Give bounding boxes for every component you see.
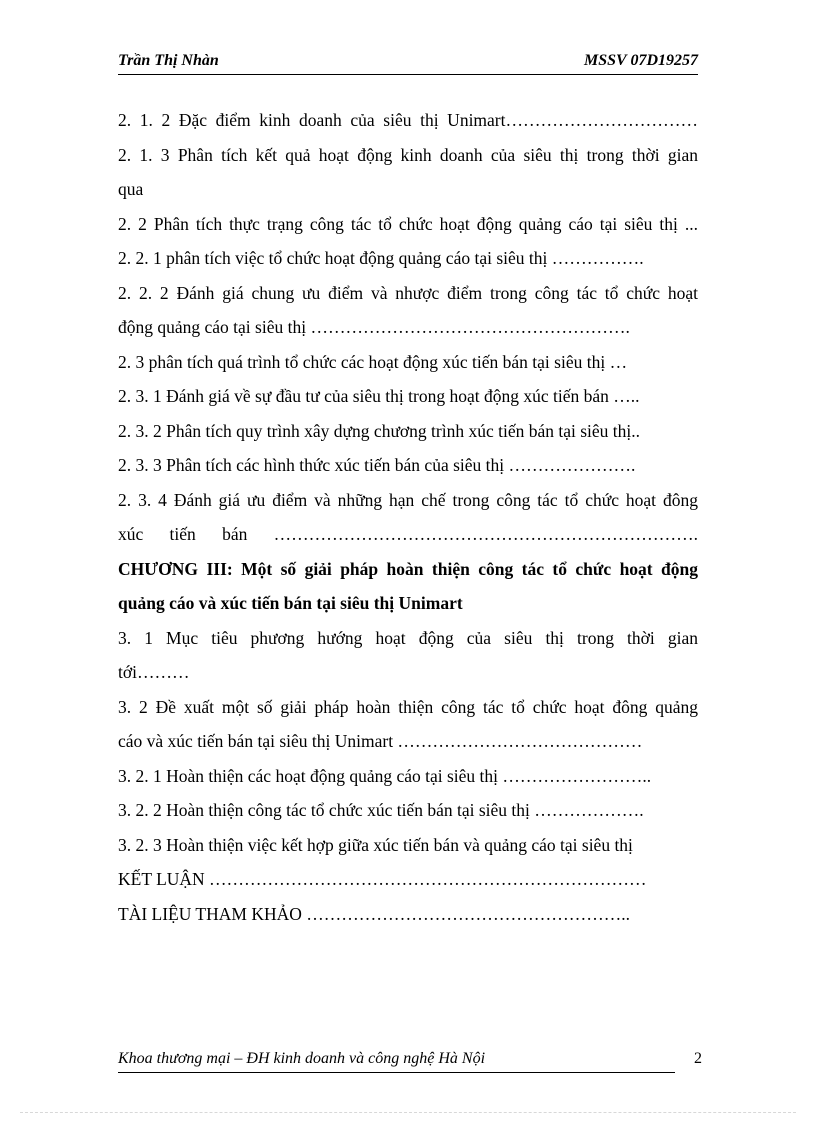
toc-line: 2. 3 phân tích quá trình tổ chức các hoạt động xúc tiến bán tại siêu thị … (118, 351, 628, 372)
toc-line: 2. 2. 2 Đánh giá chung ưu điểm và nhược điểm trong công tác tổ chức hoạt (118, 282, 698, 303)
toc-line: 2. 2. 1 phân tích việc tổ chức hoạt động quảng cáo tại siêu thị ……………. (118, 248, 644, 268)
toc-line: 2. 3. 1 Đánh giá về sự đầu tư của siêu thị trong hoạt động xúc tiến bán ….. (118, 386, 640, 406)
page-number: 2 (694, 1050, 702, 1067)
page-boundary (20, 1112, 796, 1113)
toc-line: tới……… (118, 662, 190, 682)
table-of-contents (118, 103, 698, 931)
toc-line: động quảng cáo tại siêu thị ………………………………………………. (118, 317, 630, 337)
header-student-id: MSSV 07D19257 (584, 52, 698, 69)
header-author: Trần Thị Nhàn (118, 52, 219, 69)
page-header (118, 52, 698, 75)
page-footer (118, 1050, 675, 1073)
toc-line: 3. 2. 3 Hoàn thiện việc kết hợp giữa xúc tiến bán và quảng cáo tại siêu thị (118, 834, 633, 855)
toc-line: xúc tiến bán ………………………………………………………………. (118, 524, 698, 544)
toc-line: 2. 1. 3 Phân tích kết quả hoạt động kinh doanh của siêu thị trong thời gian (118, 144, 698, 165)
chapter-heading: CHƯƠNG III: Một số giải pháp hoàn thiện công tác tổ chức hoạt động (118, 558, 698, 579)
toc-line: 2. 3. 4 Đánh giá ưu điểm và những hạn chế trong công tác tổ chức hoạt đông (118, 489, 698, 510)
toc-line: cáo và xúc tiến bán tại siêu thị Unimart …………………………………… (118, 731, 643, 751)
chapter-heading: quảng cáo và xúc tiến bán tại siêu thị Unimart (118, 593, 463, 613)
toc-line: 2. 1. 2 Đặc điểm kinh doanh của siêu thị Unimart…………………………… (118, 110, 698, 130)
toc-line: qua (118, 179, 144, 199)
toc-line: 3. 2 Đề xuất một số giải pháp hoàn thiện công tác tổ chức hoạt đông quảng (118, 696, 698, 717)
toc-line: KẾT LUẬN ………………………………………………………………… (118, 869, 647, 889)
footer-text: Khoa thương mại – ĐH kinh doanh và công nghệ Hà Nội (118, 1050, 486, 1067)
toc-line: TÀI LIỆU THAM KHẢO ……………………………………………….. (118, 903, 631, 924)
toc-line: 3. 1 Mục tiêu phương hướng hoạt động của siêu thị trong thời gian (118, 627, 698, 648)
toc-line: 2. 2 Phân tích thực trạng công tác tổ chức hoạt động quảng cáo tại siêu thị ... (118, 213, 698, 234)
toc-line: 3. 2. 1 Hoàn thiện các hoạt động quảng cáo tại siêu thị …………………….. (118, 765, 652, 786)
toc-line: 3. 2. 2 Hoàn thiện công tác tổ chức xúc tiến bán tại siêu thị ………………. (118, 800, 644, 820)
toc-line: 2. 3. 2 Phân tích quy trình xây dựng chương trình xúc tiến bán tại siêu thị.. (118, 420, 641, 441)
toc-line: 2. 3. 3 Phân tích các hình thức xúc tiến bán của siêu thị …………………. (118, 455, 636, 475)
